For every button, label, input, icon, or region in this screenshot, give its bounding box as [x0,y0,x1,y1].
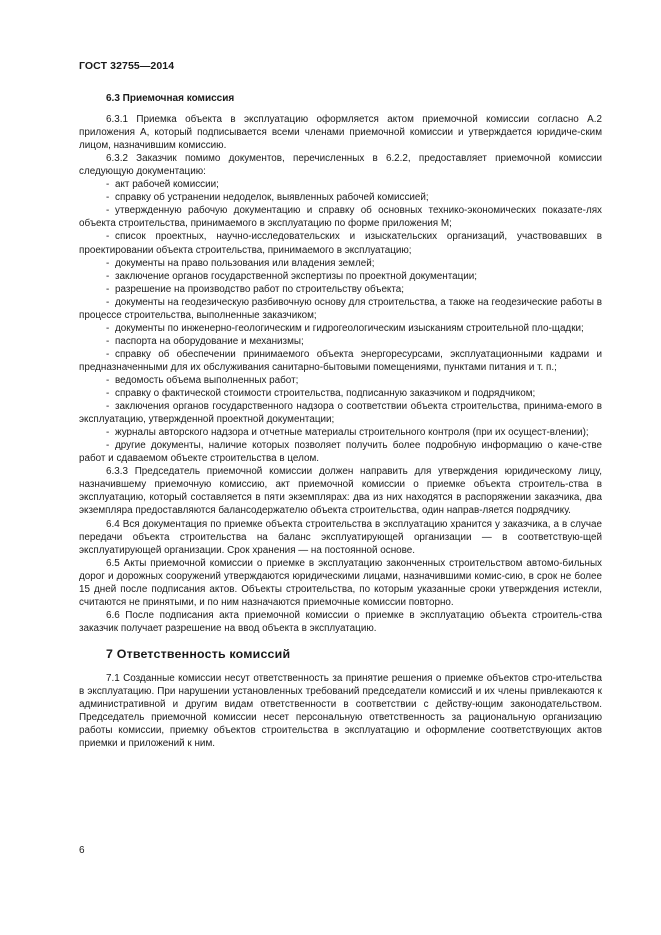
list-item: - паспорта на оборудование и механизмы; [106,335,304,347]
list-item: - документы по инженерно-геологическим и гидрогеологическим изысканиям строительной пло-щадки; [106,322,584,334]
paragraph-6-3-1: 6.3.1 Приемка объекта в эксплуатацию оформляется актом приемочной комиссии согласно А.2 приложения А, который подписывается всеми членами приемочной комиссии и утверждается юридиче-ским лицом, назначившим комиссию. [79,114,602,152]
list-item: - заключение органов государственной экспертизы по проектной документации; [106,270,478,282]
list-item: - список проектных, научно-исследовательских и изыскательских организаций, участвовавших в проектировании объекта строительства, принимаемого в эксплуатацию; [79,231,602,256]
document-code-header: ГОСТ 32755—2014 [79,60,175,72]
list-item: - акт рабочей комиссии; [106,179,219,191]
list-item: - журналы авторского надзора и отчетные материалы строительного контроля (при их осущест-влении); [106,427,589,439]
section-7-title: 7 Ответственность комиссий [106,646,291,661]
paragraph-6-3-3: 6.3.3 Председатель приемочной комиссии должен направить для утверждения юридическому лицу, назначившему приемочную комиссию, акт приемочной комиссии о приемке объекта строитель-ства в эксплуатацию, который составляется в пяти экземплярах: два из них находятся в распоряжении заказчика, два экземпляра предоставляются балансодержателю объекта строительства, один направ-ляется подрядчику. [79,466,602,517]
list-item: - документы на право пользования или владения землей; [106,257,375,269]
paragraph-6-5: 6.5 Акты приемочной комиссии о приемке в эксплуатацию законченных строительством автомо-бильных дорог и дорожных сооружений утверждаются юридическими лицами, назначившими комис-сию, в срок не более 15 дней после подписания актов. Объекты строительства, по которым указанные сроки утверждения истекли, считаются не принятыми, и по ним назначаются приемочные комиссии повторно. [79,557,602,608]
list-item: - справку о фактической стоимости строительства, подписанную заказчиком и подрядчиком; [106,388,536,400]
paragraph-6-4: 6.4 Вся документация по приемке объекта строительства в эксплуатацию хранится у заказчика, а в случае передачи объекта строительства на баланс эксплуатирующей организации — в соответствую-щей эксплуатирующей организации. Срок хранения — на постоянной основе. [79,518,602,556]
paragraph-7-1: 7.1 Созданные комиссии несут ответственность за принятие решения о приемке объектов стро-ительства в эксплуатацию. При нарушении установленных требований председатели комиссий и их члены привлекаются к административной и другим видам ответственности в соответствии с действу-ющим законодательством. Председатель приемочной комиссии несет персональную ответственность за рациональную организацию работы комиссии, приемку объектов строительства в эксплуатацию и оформление соответствующих актов приемки и приложений к ним. [79,672,602,750]
list-item: - ведомость объема выполненных работ; [106,374,299,386]
list-item: - справку об обеспечении принимаемого объекта энергоресурсами, эксплуатационными кадрами и предназначенными для их обслуживания санитарно-бытовыми помещениями, пунктами питания и т. п.; [79,348,602,373]
list-item: - утвержденную рабочую документацию и справку об основных технико-экономических показате-лях объекта строительства, принимаемого в эксплуатацию по форме приложения М; [79,205,602,230]
document-body [79,92,602,750]
page-number: 6 [79,845,85,856]
section-6-3-title: 6.3 Приемочная комиссия [106,93,235,104]
list-item: - справку об устранении недоделок, выявленных рабочей комиссией; [106,192,429,204]
paragraph-6-3-2: 6.3.2 Заказчик помимо документов, перечисленных в 6.2.2, предоставляет приемочной комиссии следующую документацию: [79,153,602,178]
list-item: - заключения органов государственного надзора о соответствии объекта строительства, принима-емого в эксплуатацию, утвержденной проектной документации; [79,401,602,426]
list-item: - другие документы, наличие которых позволяет получить более подробную информацию о каче-стве работ и сдаваемом объекте строительства в целом. [79,440,602,465]
paragraph-6-6: 6.6 После подписания акта приемочной комиссии о приемке в эксплуатацию объекта строитель-ства заказчик получает разрешение на ввод объекта в эксплуатацию. [79,609,602,634]
documentation-list [79,178,602,465]
list-item: - документы на геодезическую разбивочную основу для строительства, а также на геодезические работы в процессе строительства, выполненные заказчиком; [79,296,602,321]
list-item: - разрешение на производство работ по строительству объекта; [106,283,405,295]
